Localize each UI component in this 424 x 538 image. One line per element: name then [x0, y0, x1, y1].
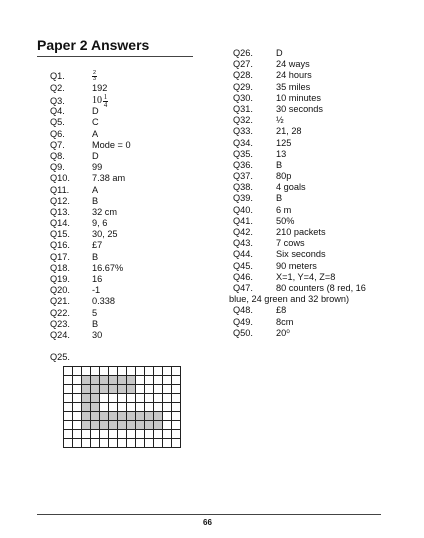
grid-cell-shaded [154, 412, 163, 421]
answer-value: B [276, 193, 283, 204]
question-number: Q19. [50, 274, 70, 284]
grid-cell [163, 394, 172, 403]
grid-cell-shaded [100, 412, 109, 421]
answer-value: 90 meters [276, 260, 317, 271]
grid-cell [64, 421, 73, 430]
grid-cell [73, 421, 82, 430]
answer-row [50, 129, 131, 140]
grid-cell-shaded [109, 376, 118, 385]
question-number: Q24. [50, 329, 70, 340]
grid-cell-shaded [91, 394, 100, 403]
grid-cell [64, 430, 73, 439]
question-number: Q44. [233, 249, 253, 260]
question-number: Q22. [50, 307, 70, 318]
grid-cell [118, 394, 127, 403]
answer-row [233, 238, 366, 249]
grid-cell-shaded [100, 376, 109, 385]
question-number: Q10. [50, 173, 70, 184]
question-number: Q30. [233, 92, 253, 103]
answer-value: 7 cows [276, 238, 305, 249]
grid-cell [136, 439, 145, 448]
grid-cell [118, 430, 127, 439]
question-number: Q1. [50, 71, 65, 81]
grid-cell [91, 439, 100, 448]
answer-row [233, 160, 366, 171]
answer-row [233, 59, 366, 70]
grid-cell [163, 385, 172, 394]
grid-cell-shaded [145, 421, 154, 430]
grid-cell-shaded [136, 421, 145, 430]
grid-cell [64, 376, 73, 385]
answer-value: 20⁰ [276, 327, 290, 338]
answer-row [50, 240, 131, 251]
answer-row [233, 182, 366, 193]
answer-value: 4 goals [276, 182, 306, 193]
answer-row [233, 305, 366, 316]
grid-cell [127, 394, 136, 403]
grid-cell [172, 439, 181, 448]
answer-row [233, 272, 366, 283]
grid-cell [172, 376, 181, 385]
grid-cell [100, 394, 109, 403]
grid-cell [154, 376, 163, 385]
answer-value: 9, 6 [92, 218, 108, 229]
answer-value: B [276, 159, 283, 170]
answer-row [50, 70, 131, 83]
answer-row [233, 82, 366, 93]
answer-value: £8 [276, 305, 287, 316]
question-number: Q43. [233, 238, 253, 249]
grid-cell [172, 430, 181, 439]
grid-cell-shaded [82, 376, 91, 385]
answer-value: £7 [92, 240, 103, 251]
question-number: Q28. [233, 70, 253, 81]
grid-cell [163, 376, 172, 385]
answer-value: A [92, 184, 99, 195]
grid-cell-shaded [91, 412, 100, 421]
question-number: Q41. [233, 215, 253, 226]
grid-cell [73, 439, 82, 448]
question-number: Q4. [50, 106, 65, 117]
grid-cell [163, 367, 172, 376]
grid-cell [118, 367, 127, 376]
answer-row [50, 218, 131, 229]
answer-row [50, 207, 131, 218]
grid-cell [136, 385, 145, 394]
answer-row [233, 70, 366, 81]
answer-value: 6 m [276, 204, 292, 215]
answer-row [233, 249, 366, 260]
grid-cell [163, 421, 172, 430]
question-number: Q16. [50, 240, 70, 251]
answer-row [50, 151, 131, 162]
question-number: Q26. [233, 48, 253, 58]
grid-cell [127, 430, 136, 439]
question-number: Q17. [50, 251, 70, 262]
grid-cell [73, 367, 82, 376]
answer-row [233, 171, 366, 182]
answer-row [50, 173, 131, 184]
grid-cell-shaded [82, 394, 91, 403]
answer-value: 30, 25 [92, 229, 118, 240]
answer-row [50, 263, 131, 274]
question-number: Q11. [50, 184, 70, 195]
question-number: Q20. [50, 285, 70, 296]
fraction-denominator: 3 [92, 76, 97, 83]
question-number: Q33. [233, 126, 253, 137]
grid-cell [163, 412, 172, 421]
grid-cell [154, 394, 163, 403]
answer-value: 80 counters (8 red, 16 [276, 282, 366, 293]
question-number: Q49. [233, 316, 253, 327]
answer-row [50, 229, 131, 240]
grid-cell-shaded [154, 421, 163, 430]
grid-cell [136, 403, 145, 412]
answer-value: 0.338 [92, 296, 115, 307]
answer-row [233, 216, 366, 227]
answer-value: 5 [92, 307, 98, 318]
grid-cell [64, 403, 73, 412]
answer-row [50, 196, 131, 207]
question-number: Q5. [50, 117, 65, 128]
grid-cell-shaded [118, 421, 127, 430]
answer-value: 8cm [276, 316, 294, 327]
grid-cell [82, 430, 91, 439]
answer-row [50, 185, 131, 196]
answer-row [229, 282, 366, 305]
grid-cell-shaded [145, 412, 154, 421]
grid-cell-shaded [118, 412, 127, 421]
grid-cell [73, 403, 82, 412]
grid-cell [154, 367, 163, 376]
grid-cell [91, 430, 100, 439]
grid-cell [82, 439, 91, 448]
answer-row [233, 149, 366, 160]
answer-value: 24 hours [276, 70, 312, 81]
page-title: Paper 2 Answers [37, 37, 150, 53]
grid-cell-shaded [82, 385, 91, 394]
question-number: Q48. [233, 305, 253, 316]
answer-value: D [92, 106, 99, 117]
answer-value: B [92, 251, 99, 262]
grid-cell [82, 367, 91, 376]
grid-cell-shaded [136, 412, 145, 421]
answer-row [50, 140, 131, 151]
q25-answer-grid [63, 366, 181, 448]
answer-value: B [92, 195, 99, 206]
answer-continuation: blue, 24 green and 32 brown) [229, 294, 350, 305]
answer-row [233, 126, 366, 137]
grid-cell-shaded [100, 421, 109, 430]
answer-row [50, 117, 131, 128]
answer-value: D [276, 48, 283, 58]
question-number: Q18. [50, 262, 70, 273]
answer-value: Six seconds [276, 249, 326, 260]
question-number: Q42. [233, 227, 253, 237]
answer-value: 16.67% [92, 262, 124, 273]
grid-cell [172, 394, 181, 403]
answer-value: -1 [92, 285, 101, 296]
grid-cell [163, 439, 172, 448]
page-number: 66 [203, 518, 212, 527]
grid-cell [163, 403, 172, 412]
question-number: Q47. [233, 282, 253, 293]
grid-cell [109, 367, 118, 376]
grid-cell [154, 430, 163, 439]
grid-cell [145, 439, 154, 448]
answer-row [233, 138, 366, 149]
question-number: Q50. [233, 327, 253, 338]
answer-value: 125 [276, 137, 292, 148]
answer-row [233, 48, 366, 59]
answer-row [233, 205, 366, 216]
answer-row [233, 93, 366, 104]
grid-cell-shaded [109, 385, 118, 394]
answer-value: 32 cm [92, 206, 118, 217]
grid-cell-shaded [91, 385, 100, 394]
question-number: Q27. [233, 59, 253, 70]
grid-cell [136, 430, 145, 439]
grid-cell [64, 385, 73, 394]
grid-cell [109, 439, 118, 448]
grid-cell-shaded [127, 385, 136, 394]
mixed-denominator: 4 [103, 100, 108, 109]
mixed-numerator: 1 [103, 92, 108, 101]
answer-value: 35 miles [276, 81, 311, 92]
grid-cell-shaded [82, 412, 91, 421]
grid-cell [127, 367, 136, 376]
answer-row [50, 94, 131, 107]
grid-cell [73, 376, 82, 385]
grid-cell [73, 412, 82, 421]
grid-cell [145, 376, 154, 385]
grid-cell-shaded [82, 403, 91, 412]
answer-value: D [92, 150, 99, 161]
grid-cell [136, 367, 145, 376]
question-number: Q21. [50, 296, 70, 307]
answer-value: B [92, 318, 99, 329]
answer-value: 13 [276, 148, 287, 159]
answer-value: 192 [92, 82, 108, 93]
grid-cell [154, 385, 163, 394]
grid-cell-shaded [118, 376, 127, 385]
grid-cell-shaded [100, 385, 109, 394]
grid-cell [73, 394, 82, 403]
grid-cell-shaded [127, 376, 136, 385]
grid-cell-shaded [82, 421, 91, 430]
grid-cell [172, 421, 181, 430]
grid-cell [145, 385, 154, 394]
grid-cell [172, 385, 181, 394]
answer-row [233, 261, 366, 272]
mixed-whole: 10 [92, 94, 102, 106]
answer-row [233, 115, 366, 126]
question-number: Q14. [50, 218, 70, 229]
answer-q1 [92, 70, 97, 83]
grid-cell [172, 367, 181, 376]
grid-cell [136, 394, 145, 403]
question-number: Q3. [50, 95, 65, 106]
grid-cell [163, 430, 172, 439]
grid-cell-shaded [118, 385, 127, 394]
question-number: Q31. [233, 103, 253, 114]
answer-value: 16 [92, 274, 103, 284]
grid-cell [172, 412, 181, 421]
grid-cell [100, 403, 109, 412]
question-number: Q15. [50, 229, 70, 240]
answer-value: ½ [276, 115, 284, 126]
grid-cell [127, 439, 136, 448]
grid-cell [136, 376, 145, 385]
grid-cell-shaded [91, 403, 100, 412]
grid-cell [145, 367, 154, 376]
grid-cell [109, 430, 118, 439]
grid-cell [154, 439, 163, 448]
question-number: Q35. [233, 148, 253, 159]
grid-cell [64, 367, 73, 376]
question-number: Q45. [233, 260, 253, 271]
footer-rule [37, 514, 381, 515]
grid-cell [73, 430, 82, 439]
question-number: Q34. [233, 137, 253, 148]
answers-column-right [229, 48, 366, 339]
fraction-numerator: 2 [92, 69, 97, 76]
answer-value: X=1, Y=4, Z=8 [276, 271, 336, 282]
grid-cell [109, 394, 118, 403]
title-underline [37, 56, 193, 57]
answer-row [233, 328, 366, 339]
answers-column-left [50, 70, 131, 341]
question-number: Q8. [50, 150, 65, 161]
answer-row [50, 285, 131, 296]
grid-cell [100, 367, 109, 376]
answer-row [50, 274, 131, 285]
grid-cell [64, 439, 73, 448]
answer-row [50, 252, 131, 263]
grid-cell-shaded [109, 421, 118, 430]
answer-row [50, 319, 131, 330]
question-number: Q36. [233, 159, 253, 170]
grid-cell [172, 403, 181, 412]
answer-value: 99 [92, 162, 103, 173]
grid-cell-shaded [91, 376, 100, 385]
grid-cell [118, 403, 127, 412]
answer-row [233, 317, 366, 328]
question-number: Q2. [50, 82, 65, 93]
question-number: Q7. [50, 139, 65, 150]
answer-value: 21, 28 [276, 126, 302, 137]
question-number: Q13. [50, 206, 70, 217]
q25-label: Q25. [50, 352, 70, 362]
question-number: Q39. [233, 193, 253, 204]
answer-row [50, 162, 131, 173]
answer-value: 210 packets [276, 227, 326, 237]
answer-row [233, 193, 366, 204]
grid-cell-shaded [127, 421, 136, 430]
answer-value: 7.38 am [92, 173, 126, 184]
answer-value: C [92, 117, 99, 128]
answer-value: 30 seconds [276, 103, 323, 114]
fraction [92, 71, 97, 83]
answer-row [50, 330, 131, 341]
answer-value: 50% [276, 215, 295, 226]
grid-cell [118, 439, 127, 448]
grid-cell [109, 403, 118, 412]
grid-cell [91, 367, 100, 376]
grid-cell [73, 385, 82, 394]
answer-row [50, 83, 131, 94]
answer-row [233, 227, 366, 238]
grid-cell-shaded [109, 412, 118, 421]
grid-cell-shaded [127, 412, 136, 421]
answer-row [233, 104, 366, 115]
question-number: Q9. [50, 162, 65, 173]
answer-value: 10 minutes [276, 92, 321, 103]
grid-cell [64, 412, 73, 421]
grid-cell [64, 394, 73, 403]
question-number: Q38. [233, 182, 253, 193]
question-number: Q40. [233, 204, 253, 215]
grid-cell [145, 403, 154, 412]
grid-cell [127, 403, 136, 412]
grid-cell [100, 430, 109, 439]
grid-cell [145, 394, 154, 403]
question-number: Q23. [50, 318, 70, 329]
question-number: Q32. [233, 115, 253, 126]
grid-cell-shaded [91, 421, 100, 430]
answer-value: 30 [92, 329, 103, 340]
question-number: Q37. [233, 171, 253, 182]
answer-value: 24 ways [276, 59, 310, 70]
question-number: Q29. [233, 81, 253, 92]
answer-row [50, 308, 131, 319]
question-number: Q6. [50, 128, 65, 139]
grid-cell [154, 403, 163, 412]
question-number: Q12. [50, 195, 70, 206]
answer-value: 80p [276, 171, 292, 182]
answer-value: A [92, 128, 99, 139]
question-number: Q46. [233, 271, 253, 282]
grid-cell [145, 430, 154, 439]
answer-row [50, 106, 131, 117]
grid-cell [100, 439, 109, 448]
answer-row [50, 296, 131, 307]
answer-value: Mode = 0 [92, 139, 131, 150]
